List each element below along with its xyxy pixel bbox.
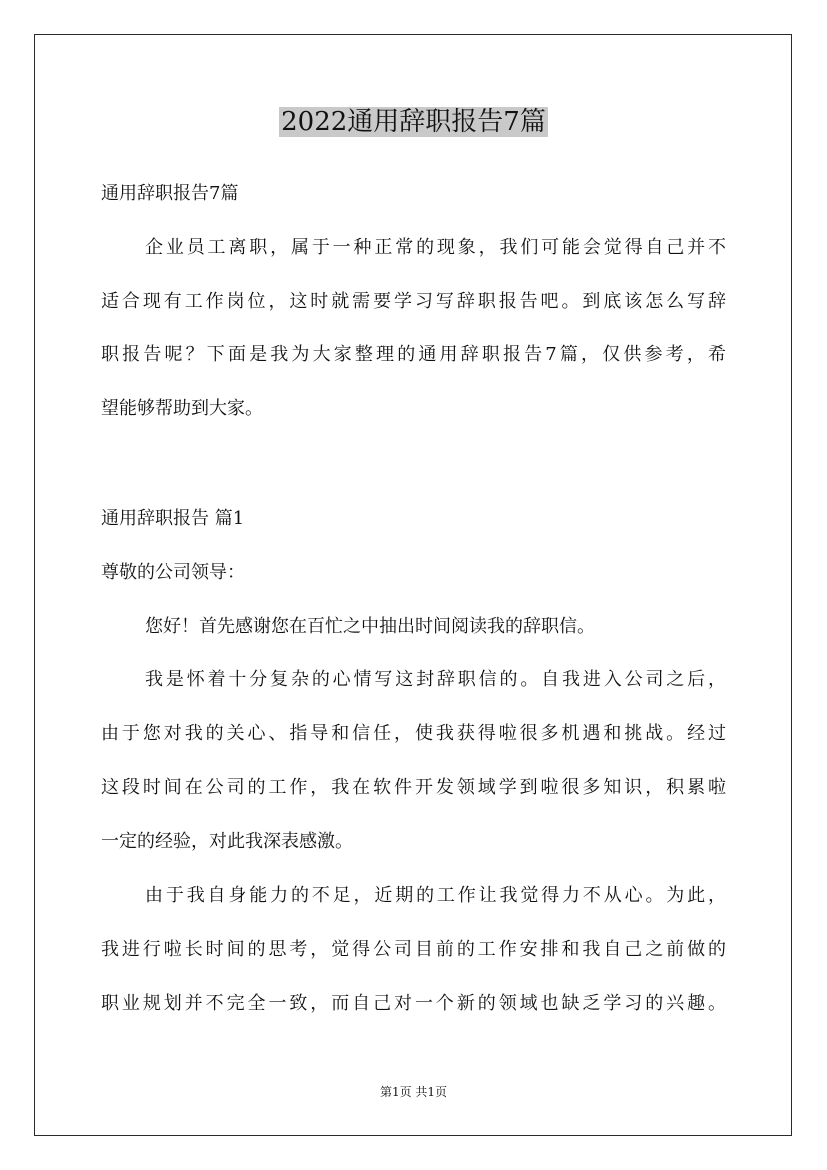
paragraph-line: 我进行啦长时间的思考，觉得公司目前的工作安排和我自己之前做的 [101, 939, 726, 960]
paragraph-line: 这段时间在公司的工作，我在软件开发领域学到啦很多知识，积累啦 [101, 777, 726, 798]
document-title-text: 2022通用辞职报告7篇 [281, 107, 546, 137]
page-footer: 第1页 共1页 [379, 1085, 448, 1099]
intro-line: 望能够帮助到大家。 [101, 398, 263, 419]
salutation: 尊敬的公司领导： [101, 562, 245, 583]
paragraph-line: 由于我自身能力的不足，近期的工作让我觉得力不从心。为此， [145, 885, 726, 906]
section-heading: 通用辞职报告 篇1 [101, 508, 245, 529]
intro-line: 企业员工离职，属于一种正常的现象，我们可能会觉得自己并不 [145, 237, 726, 258]
paragraph-line: 职业规划并不完全一致，而自己对一个新的领域也缺乏学习的兴趣。 [101, 993, 726, 1014]
document-title [0, 101, 827, 143]
intro-line: 适合现有工作岗位，这时就需要学习写辞职报告吧。到底该怎么写辞 [101, 291, 726, 312]
paragraph-line: 由于您对我的关心、指导和信任，使我获得啦很多机遇和挑战。经过 [101, 723, 726, 744]
document-subtitle: 通用辞职报告7篇 [101, 183, 239, 204]
paragraph-line: 我是怀着十分复杂的心情写这封辞职信的。自我进入公司之后， [145, 669, 726, 690]
paragraph-line: 您好！首先感谢您在百忙之中抽出时间阅读我的辞职信。 [145, 616, 595, 637]
intro-line: 职报告呢？下面是我为大家整理的通用辞职报告7篇，仅供参考，希 [101, 344, 726, 365]
paragraph-line: 一定的经验，对此我深表感激。 [101, 831, 353, 852]
